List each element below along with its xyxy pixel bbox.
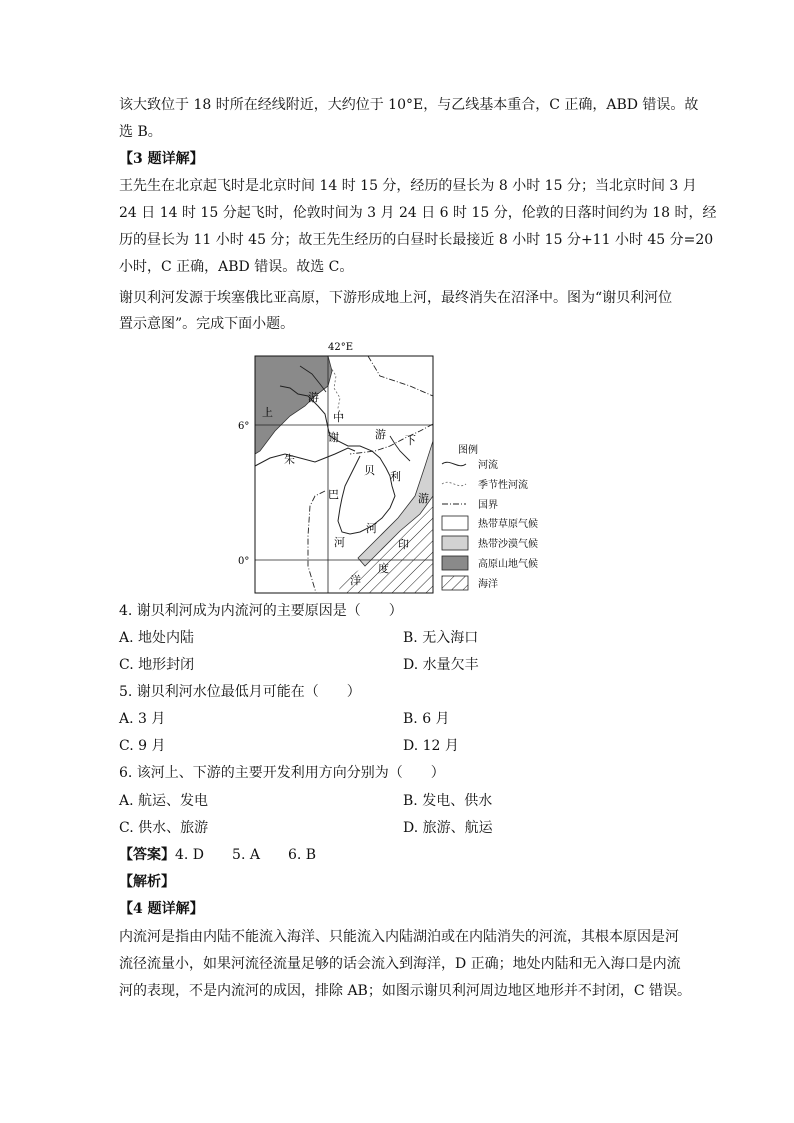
answer-value: 4. D 5. A 6. B bbox=[175, 847, 317, 863]
intro-line: 谢贝利河发源于埃塞俄比亚高原，下游形成地上河，最终消失在沼泽中。图为“谢贝利河位 bbox=[119, 290, 673, 306]
option-b: B. 发电、供水 bbox=[403, 793, 493, 809]
river-legend-icon bbox=[442, 462, 466, 465]
analysis-label: 【解析】 bbox=[119, 874, 175, 890]
legend-title: 图例 bbox=[458, 445, 478, 456]
option-d: D. 旅游、航运 bbox=[403, 820, 493, 836]
legend-desert: 热带沙漠气候 bbox=[478, 539, 538, 550]
savanna-legend-swatch bbox=[442, 516, 468, 530]
q4-line: 流径流量小，如果河流径流量足够的话会流入到海洋，D 正确；地处内陆和无入海口是内流 bbox=[119, 956, 681, 972]
answer-label: 【答案】 bbox=[119, 847, 175, 863]
option-b: B. 6 月 bbox=[403, 711, 450, 727]
q4-heading: 【4 题详解】 bbox=[119, 901, 204, 917]
map-label: 河 bbox=[334, 536, 345, 549]
intro-line: 置示意图”。完成下面小题。 bbox=[119, 316, 295, 332]
map-label: 河 bbox=[366, 522, 377, 535]
map-label: 上 bbox=[262, 406, 273, 419]
desert-legend-swatch bbox=[442, 536, 468, 550]
question-stem: 5. 谢贝利河水位最低月可能在（ ） bbox=[119, 684, 361, 700]
q3-line: 历的昼长为 11 小时 45 分；故王先生经历的白昼时长最接近 8 小时 15 分+11 小时 45 分=20 bbox=[119, 232, 714, 248]
latitude-label-6: 6° bbox=[238, 421, 250, 432]
legend-savanna: 热带草原气候 bbox=[478, 519, 538, 530]
latitude-label-0: 0° bbox=[238, 556, 250, 567]
option-a: A. 3 月 bbox=[119, 711, 166, 727]
legend-border: 国界 bbox=[478, 500, 498, 511]
map-label: 朱 bbox=[284, 453, 295, 466]
map-label: 游 bbox=[375, 428, 386, 441]
border-line bbox=[368, 356, 433, 396]
solution-line: 选 B。 bbox=[119, 124, 162, 140]
longitude-label: 42°E bbox=[328, 342, 354, 353]
option-c: C. 9 月 bbox=[119, 738, 166, 754]
map-label: 贝 bbox=[364, 464, 375, 477]
question-stem: 6. 该河上、下游的主要开发利用方向分别为（ ） bbox=[119, 765, 445, 781]
solution-line: 该大致位于 18 时所在经线附近，大约位于 10°E，与乙线基本重合，C 正确，ABD 错误。故 bbox=[119, 97, 699, 113]
q3-line: 小时，C 正确，ABD 错误。故选 C。 bbox=[119, 259, 354, 275]
option-c: C. 供水、旅游 bbox=[119, 820, 209, 836]
seasonal-river-legend-icon bbox=[442, 482, 466, 485]
q3-heading: 【3 题详解】 bbox=[119, 151, 204, 167]
map-legend bbox=[442, 443, 538, 590]
shebelle-river-map bbox=[230, 336, 560, 598]
option-c: C. 地形封闭 bbox=[119, 657, 195, 673]
map-label: 游 bbox=[418, 492, 429, 505]
map-label: 洋 bbox=[350, 574, 361, 587]
jubba-river bbox=[255, 448, 355, 466]
question-stem: 4. 谢贝利河成为内流河的主要原因是（ ） bbox=[119, 603, 403, 619]
border-line bbox=[308, 491, 325, 593]
map-label: 巴 bbox=[328, 488, 339, 501]
legend-seasonal-river: 季节性河流 bbox=[478, 480, 528, 491]
map-label: 中 bbox=[333, 411, 344, 424]
q4-line: 河的表现，不是内流河的成因，排除 AB；如图示谢贝利河周边地区地形并不封闭，C 错误。 bbox=[119, 983, 692, 999]
map-label: 谢 bbox=[328, 431, 339, 444]
q3-line: 王先生在北京起飞时是北京时间 14 时 15 分，经历的昼长为 8 小时 15 分；当北京时间 3 月 bbox=[119, 178, 697, 194]
map-label: 利 bbox=[390, 470, 401, 483]
legend-ocean: 海洋 bbox=[478, 579, 498, 590]
option-a: A. 地处内陆 bbox=[119, 630, 195, 646]
legend-highland: 高原山地气候 bbox=[478, 559, 538, 570]
answer-line bbox=[119, 845, 316, 865]
map-label: 游 bbox=[308, 391, 319, 404]
legend-river: 河流 bbox=[478, 460, 498, 471]
highland-area bbox=[255, 356, 332, 454]
option-a: A. 航运、发电 bbox=[119, 793, 209, 809]
highland-legend-swatch bbox=[442, 556, 468, 570]
option-d: D. 12 月 bbox=[403, 738, 459, 754]
map-label: 印 bbox=[398, 538, 409, 551]
q3-line: 24 日 14 时 15 分起飞时，伦敦时间为 3 月 24 日 6 时 15 分，伦敦的日落时间约为 18 时，经 bbox=[119, 205, 717, 221]
ocean-legend-swatch bbox=[442, 576, 468, 590]
map-label: 下 bbox=[405, 434, 416, 447]
q4-line: 内流河是指由内陆不能流入海洋、只能流入内陆湖泊或在内陆消失的河流，其根本原因是河 bbox=[119, 929, 679, 945]
option-b: B. 无入海口 bbox=[403, 630, 479, 646]
map-label: 度 bbox=[378, 562, 389, 575]
option-d: D. 水量欠丰 bbox=[403, 657, 479, 673]
